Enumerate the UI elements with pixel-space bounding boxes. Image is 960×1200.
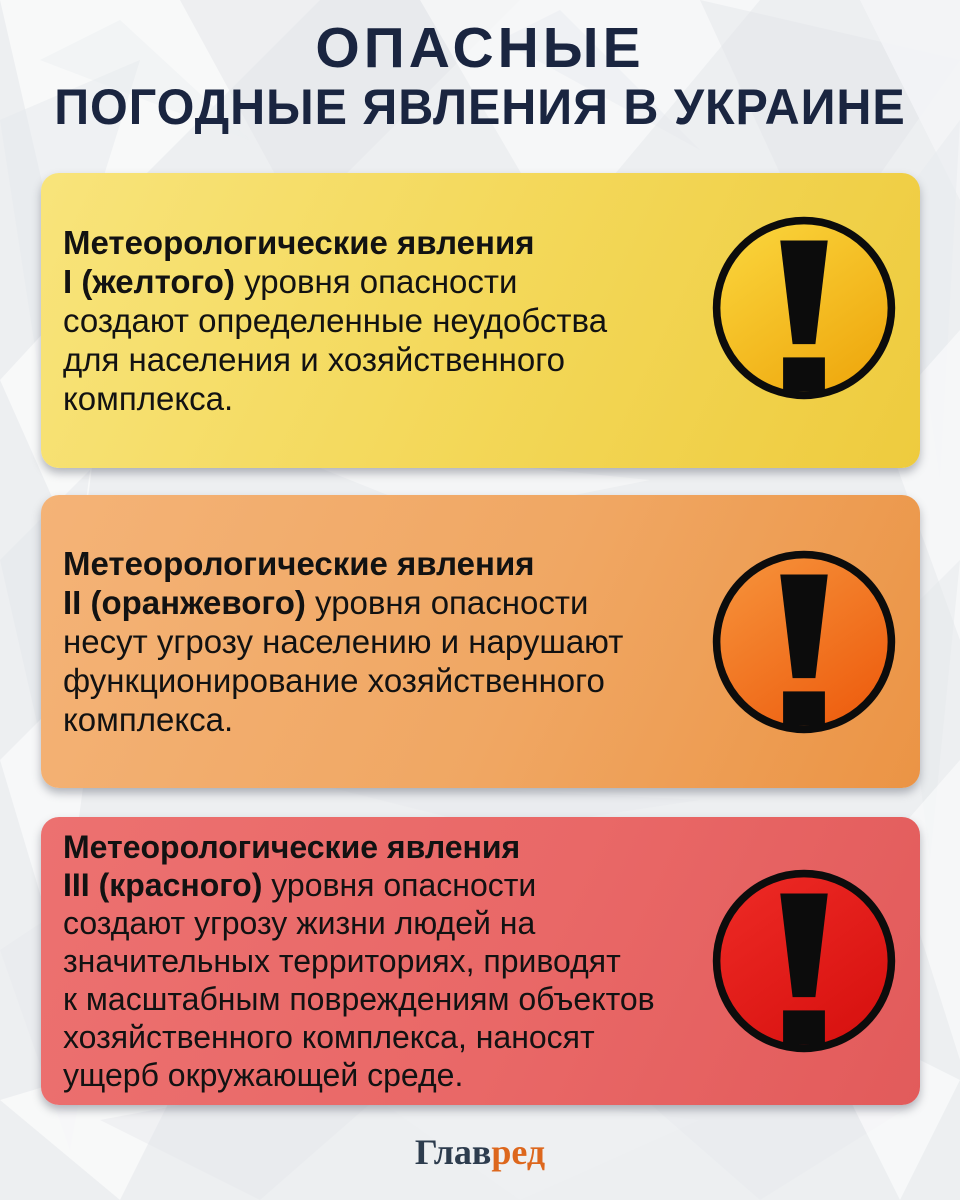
card-level-line <box>63 583 623 622</box>
card-level-label: II (оранжевого) <box>63 584 306 621</box>
warning-exclamation-icon <box>709 547 899 737</box>
card-level-rest: уровня опасности <box>305 584 589 621</box>
card-body-line: к масштабным повреждениям объектов <box>63 981 655 1017</box>
card-yellow-text <box>41 223 607 418</box>
card-level-line <box>63 262 607 301</box>
card-red-text <box>41 828 655 1094</box>
card-level-label: III (красного) <box>63 867 263 903</box>
card-body-line: функционирование хозяйственного <box>63 662 605 699</box>
glavred-logo <box>0 1130 960 1174</box>
warning-exclamation-icon <box>709 866 899 1056</box>
logo-part-dark: Глав <box>414 1132 492 1172</box>
card-body-line: создают определенные неудобства <box>63 302 608 339</box>
card-level-rest: уровня опасности <box>234 263 518 300</box>
card-heading: Метеорологические явления <box>63 829 521 865</box>
warning-exclamation-icon <box>709 213 899 403</box>
card-body-line: создают угрозу жизни людей на <box>63 905 536 941</box>
logo-part-orange: ред <box>491 1132 546 1172</box>
card-heading: Метеорологические явления <box>63 545 535 582</box>
card-yellow-level-1 <box>41 173 920 468</box>
card-body-line: комплекса. <box>63 701 234 738</box>
card-level-label: I (желтого) <box>63 263 235 300</box>
card-body-line: ущерб окружающей среде. <box>63 1057 464 1093</box>
title-line-2: ПОГОДНЫЕ ЯВЛЕНИЯ В УКРАИНЕ <box>54 79 906 135</box>
card-red-level-3 <box>41 817 920 1105</box>
card-orange-text <box>41 544 623 739</box>
card-body-line: значительных территориях, приводят <box>63 943 621 979</box>
card-body-line: хозяйственного комплекса, наносят <box>63 1019 595 1055</box>
card-body-line: комплекса. <box>63 380 234 417</box>
card-body-line: для населения и хозяйственного <box>63 341 565 378</box>
card-body-line: несут угрозу населению и нарушают <box>63 623 624 660</box>
title-line-1: ОПАСНЫЕ <box>315 16 645 80</box>
card-heading: Метеорологические явления <box>63 224 535 261</box>
card-orange-level-2 <box>41 495 920 788</box>
page-title <box>0 16 960 134</box>
card-level-rest: уровня опасности <box>262 867 537 903</box>
card-level-line <box>63 866 655 904</box>
